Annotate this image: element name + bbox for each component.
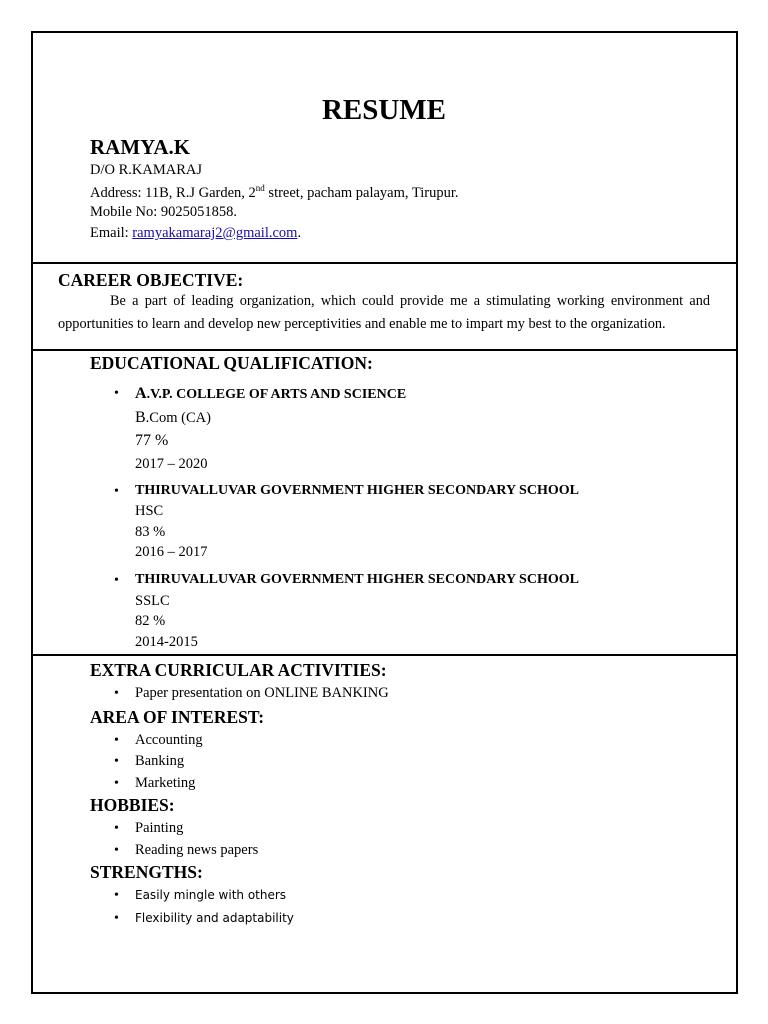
email-label: Email: bbox=[90, 225, 133, 241]
education-heading: EDUCATIONAL QUALIFICATION: bbox=[90, 353, 373, 373]
interest-item: Marketing bbox=[135, 775, 196, 791]
education-school bbox=[135, 385, 406, 403]
extra-heading: EXTRA CURRICULAR ACTIVITIES: bbox=[90, 660, 387, 680]
education-school: THIRUVALLUVAR GOVERNMENT HIGHER SECONDARY SCHOOL bbox=[135, 483, 579, 498]
bullet: • bbox=[114, 776, 119, 791]
education-score: 77 % bbox=[135, 432, 169, 449]
education-school: THIRUVALLUVAR GOVERNMENT HIGHER SECONDARY SCHOOL bbox=[135, 572, 579, 587]
hobby-item: Painting bbox=[135, 820, 184, 836]
strength-item: Easily mingle with others bbox=[135, 888, 287, 902]
education-years: 2014-2015 bbox=[135, 634, 198, 650]
school-first-letter: A bbox=[135, 385, 147, 402]
career-heading: CAREER OBJECTIVE: bbox=[58, 270, 244, 290]
bullet: • bbox=[114, 386, 119, 401]
parent-name: D/O R.KAMARAJ bbox=[90, 162, 202, 178]
education-score: 82 % bbox=[135, 613, 166, 629]
interest-heading: AREA OF INTEREST: bbox=[90, 707, 265, 727]
email-end: . bbox=[297, 225, 302, 241]
bullet: • bbox=[114, 821, 119, 836]
resume-title: RESUME bbox=[321, 94, 447, 126]
hobby-item: Reading news papers bbox=[135, 842, 259, 858]
address-prefix: Address: 11B, R.J Garden, 2 bbox=[90, 184, 256, 201]
bullet: • bbox=[114, 573, 119, 588]
career-text: Be a part of leading organization, which could provide me a stimulating working environment and opportunities to learn and develop new perceptivities and enable me to impart my best to the organization. bbox=[58, 293, 710, 332]
hobbies-heading: HOBBIES: bbox=[90, 795, 175, 815]
mobile: Mobile No: 9025051858. bbox=[90, 204, 238, 220]
degree-first-letter: B bbox=[135, 409, 146, 426]
education-score: 83 % bbox=[135, 524, 166, 540]
address-suffix: street, pacham palayam, Tirupur. bbox=[264, 184, 459, 201]
email-line bbox=[90, 225, 301, 242]
address bbox=[90, 183, 459, 202]
education-years: 2017 – 2020 bbox=[135, 456, 208, 472]
divider-career bbox=[33, 349, 736, 351]
education-degree bbox=[135, 409, 211, 427]
degree-rest: .Com (CA) bbox=[145, 410, 211, 426]
divider-education bbox=[33, 654, 736, 656]
interest-item: Accounting bbox=[135, 732, 203, 748]
bullet: • bbox=[114, 754, 119, 769]
divider-header bbox=[33, 262, 736, 264]
education-degree: HSC bbox=[135, 503, 164, 519]
extra-item: Paper presentation on ONLINE BANKING bbox=[135, 685, 389, 701]
bullet: • bbox=[114, 484, 119, 499]
strengths-heading: STRENGTHS: bbox=[90, 862, 203, 882]
bullet: • bbox=[114, 843, 119, 858]
bullet: • bbox=[114, 888, 119, 903]
bullet: • bbox=[114, 686, 119, 701]
education-years: 2016 – 2017 bbox=[135, 544, 208, 560]
strength-item: Flexibility and adaptability bbox=[135, 911, 294, 925]
email-link[interactable]: ramyakamaraj2@gmail.com bbox=[132, 225, 298, 241]
school-rest: .V.P. COLLEGE OF ARTS AND SCIENCE bbox=[146, 387, 407, 402]
bullet: • bbox=[114, 733, 119, 748]
candidate-name: RAMYA.K bbox=[90, 135, 191, 159]
address-sup: nd bbox=[255, 183, 265, 193]
interest-item: Banking bbox=[135, 753, 185, 769]
education-degree: SSLC bbox=[135, 593, 170, 609]
bullet: • bbox=[114, 911, 119, 926]
